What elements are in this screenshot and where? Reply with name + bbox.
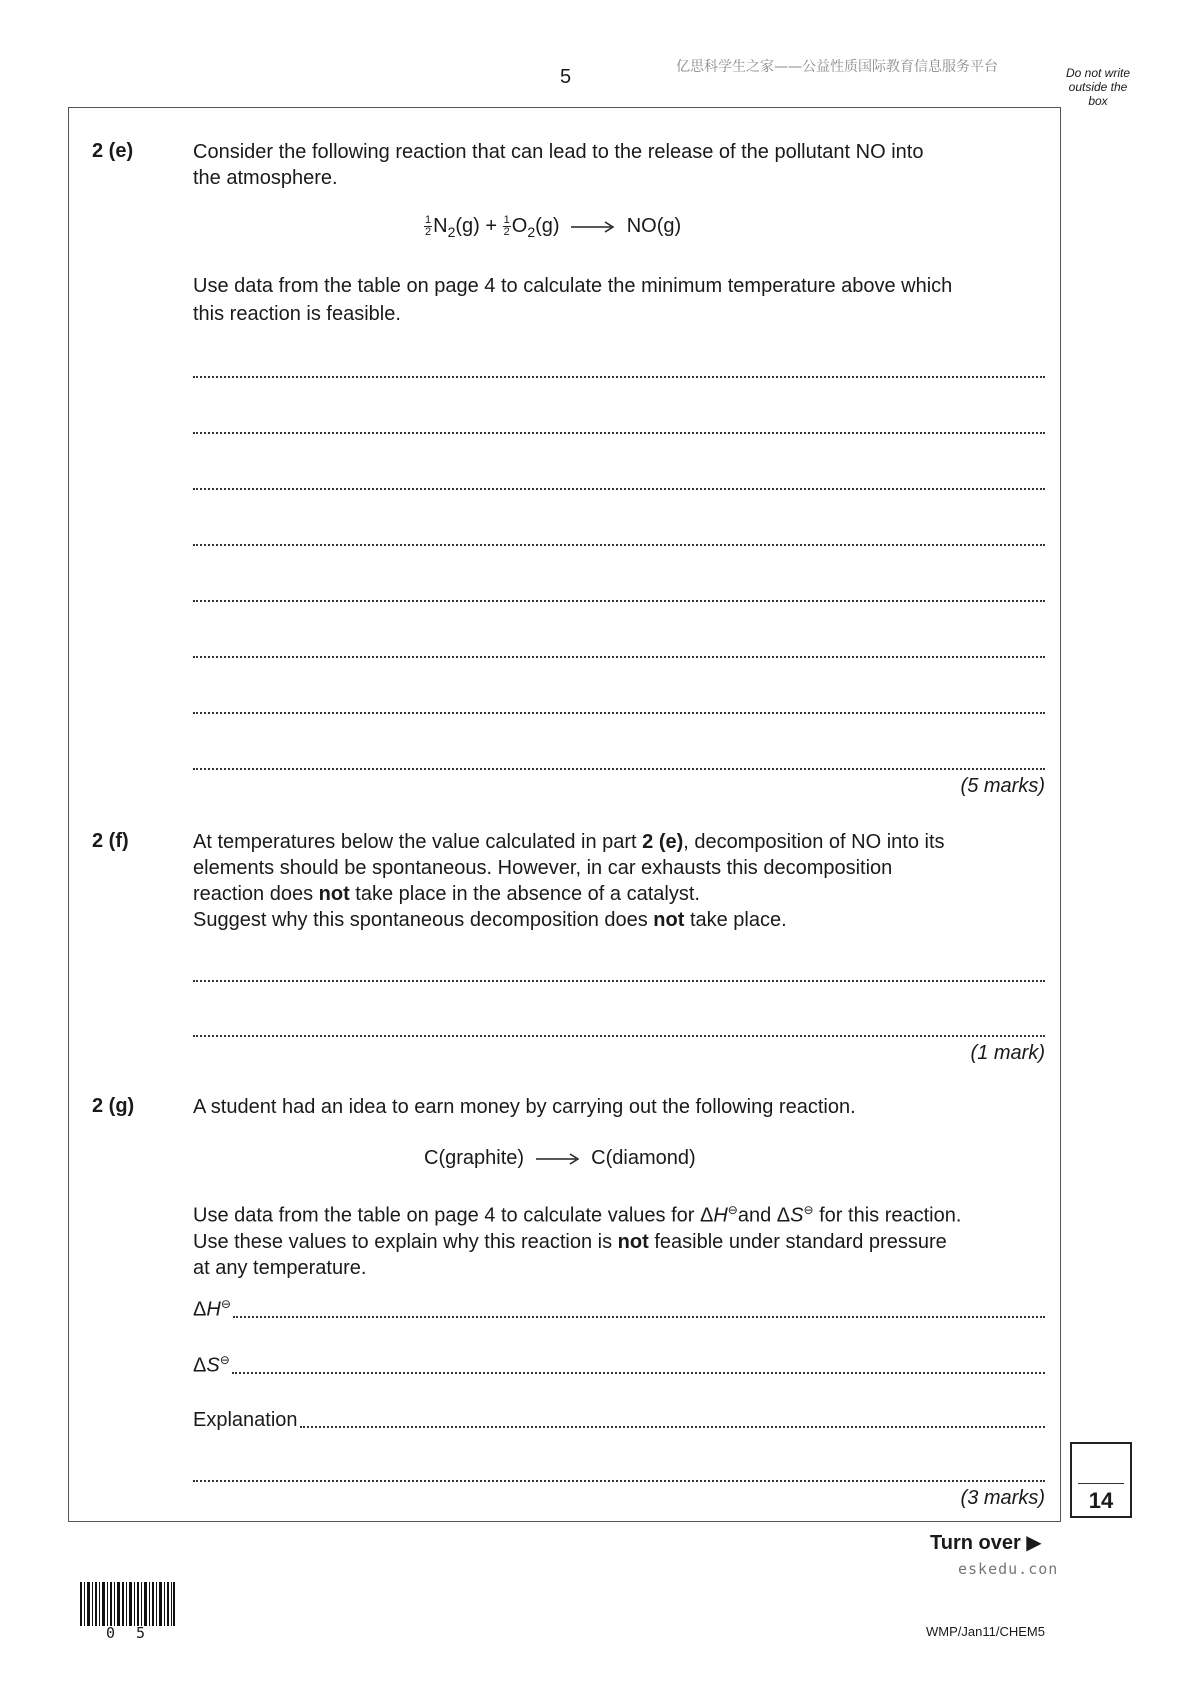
question-label-2e: 2 (e) [92,140,134,162]
page-number: 5 [560,66,572,88]
question-2e-text [193,139,1043,191]
question-label-2g: 2 (g) [92,1095,135,1117]
question-2g-intro: A student had an idea to earn money by carrying out the following reaction. [193,1096,856,1118]
question-2e-instruction [193,273,1043,327]
explanation-answer-line[interactable] [193,1409,1045,1432]
answer-line-2e-5[interactable] [193,596,1045,602]
turn-over-label: Turn over ▶ [930,1532,1042,1554]
answer-line-2e-2[interactable] [193,428,1045,434]
barcode-icon [80,1582,175,1626]
question-2g-text [193,1197,1055,1281]
reaction-arrow-icon [571,221,615,233]
explanation-label: Explanation [193,1409,298,1431]
question-label-2f: 2 (f) [92,830,129,852]
delta-h-label: ΔH⊖ [193,1297,231,1321]
question-2e-instruction-line1: Use data from the table on page 4 to calculate the minimum temperature above which [193,275,953,297]
answer-line-2f-2[interactable] [193,1031,1045,1037]
answer-line-2e-1[interactable] [193,372,1045,378]
question-2g-line1: Use data from the table on page 4 to calculate values for ΔH⊖and ΔS⊖ for this reaction. [193,1203,962,1227]
site-watermark: eskedu.con [958,1560,1059,1578]
marks-2e: (5 marks) [960,775,1045,797]
delta-s-answer-line[interactable] [193,1353,1045,1378]
delta-h-answer-line[interactable] [193,1297,1045,1322]
question-2f-line3: reaction does not take place in the absence of a catalyst. [193,883,700,905]
marks-2f: (1 mark) [970,1042,1045,1064]
question-2f-text [193,829,1043,933]
answer-line-2e-7[interactable] [193,708,1045,714]
barcode-number: 0 5 [106,1624,152,1642]
reaction-arrow-icon [536,1153,580,1165]
half-fraction: $\frac{1}{2}$ [425,214,432,239]
score-total: 14 [1088,1488,1114,1513]
question-2e-instruction-line2: this reaction is feasible. [193,303,401,325]
margin-note: Do not write outside the box [1065,66,1131,108]
delta-h-dotted-fill[interactable] [233,1312,1045,1318]
half-fraction: $\frac{1}{2}$ [503,214,510,239]
answer-line-2e-4[interactable] [193,540,1045,546]
equation-2g: C(graphite) C(diamond) [424,1147,696,1169]
answer-line-2g-4[interactable] [193,1476,1045,1482]
question-2e-line1: Consider the following reaction that can lead to the release of the pollutant NO into [193,141,924,163]
question-2f-line4: Suggest why this spontaneous decomposition does not take place. [193,909,787,931]
watermark-text: 亿思科学生之家——公益性质国际教育信息服务平台 [676,59,998,75]
answer-line-2e-8[interactable] [193,764,1045,770]
score-divider [1078,1483,1124,1484]
marks-2g: (3 marks) [960,1487,1045,1509]
explanation-dotted-fill[interactable] [300,1422,1045,1428]
answer-line-2e-6[interactable] [193,652,1045,658]
question-2f-line2: elements should be spontaneous. However, in car exhausts this decomposition [193,857,893,879]
question-2g-line2: Use these values to explain why this reaction is not feasible under standard pressure [193,1230,947,1253]
delta-s-label: ΔS⊖ [193,1353,230,1377]
question-2g-line3: at any temperature. [193,1256,367,1279]
delta-s-dotted-fill[interactable] [232,1368,1045,1374]
question-2f-line1: At temperatures below the value calculated in part 2 (e), decomposition of NO into its [193,831,945,853]
question-2e-line2: the atmosphere. [193,167,338,189]
answer-line-2f-1[interactable] [193,976,1045,982]
answer-line-2e-3[interactable] [193,484,1045,490]
equation-2e: $\frac{1}{2}$ $N_2(g)$ + $\frac{1}{2}$ $O_2(g)$ NO(g) [425,214,682,240]
paper-reference: WMP/Jan11/CHEM5 [926,1624,1045,1639]
